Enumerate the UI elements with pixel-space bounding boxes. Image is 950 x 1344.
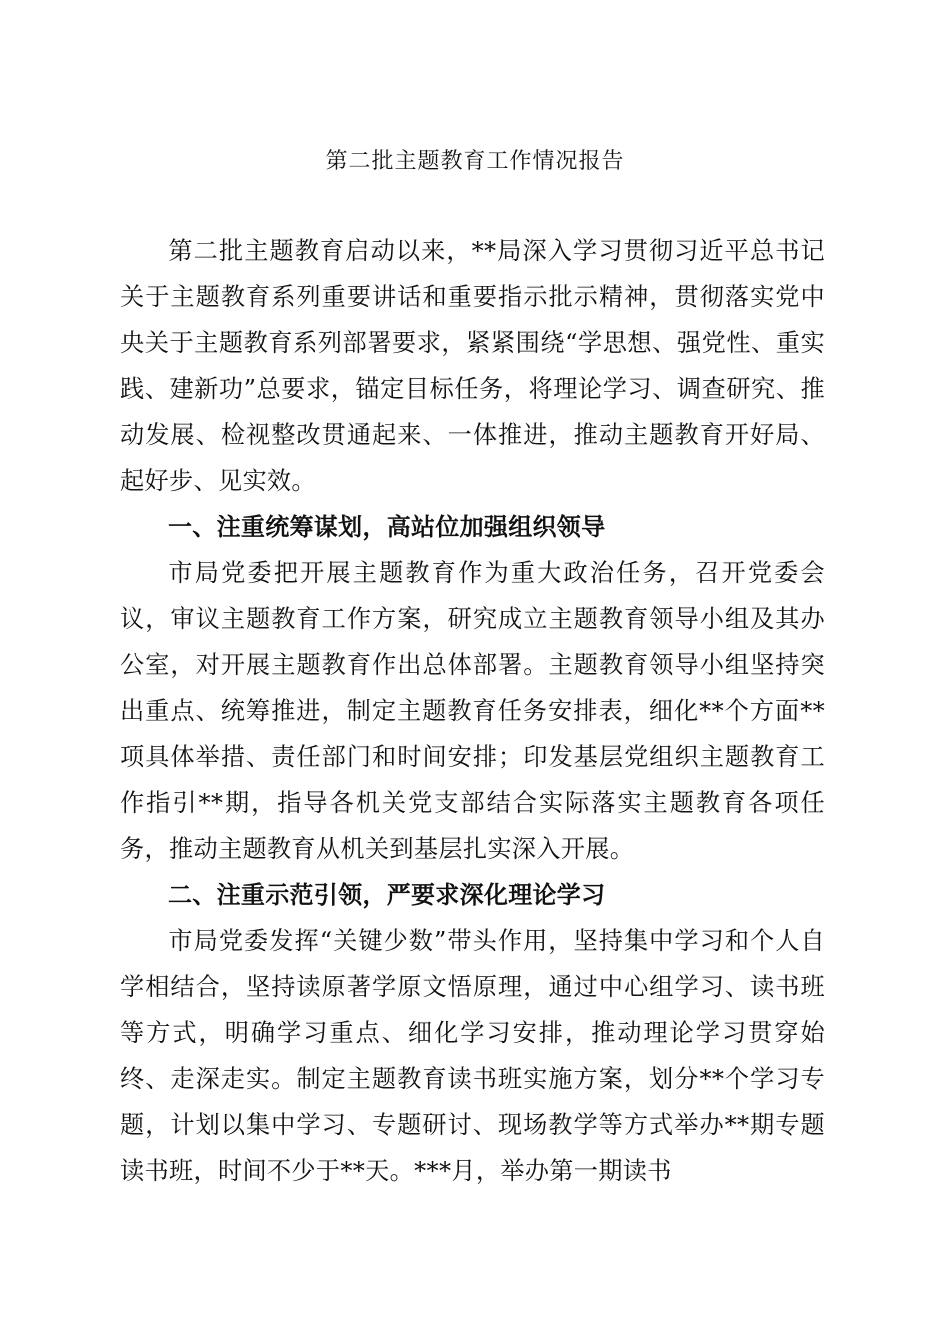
document-body [120, 228, 825, 1194]
section-paragraph-2: 市局党委发挥“关键少数”带头作用，坚持集中学习和个人自学相结合，坚持读原著学原文悟原理，通过中心组学习、读书班等方式，明确学习重点、细化学习安排，推动理论学习贯穿始终、走深走实。制定主题教育读书班实施方案，划分**个学习专题，计划以集中学习、专题研讨、现场教学等方式举办**期专题读书班，时间不少于**天。***月，举办第一期读书 [120, 927, 825, 1185]
intro-paragraph: 第二批主题教育启动以来，**局深入学习贯彻习近平总书记关于主题教育系列重要讲话和重要指示批示精神，贯彻落实党中央关于主题教育系列部署要求，紧紧围绕“学思想、强党性、重实践、建新功”总要求，锚定目标任务，将理论学习、调查研究、推动发展、检视整改贯通起来、一体推进，推动主题教育开好局、起好步、见实效。 [120, 237, 825, 495]
section-heading-1: 一、注重统筹谋划，高站位加强组织领导 [168, 513, 606, 541]
section-paragraph-1: 市局党委把开展主题教育作为重大政治任务，召开党委会议，审议主题教育工作方案，研究成立主题教育领导小组及其办公室，对开展主题教育作出总体部署。主题教育领导小组坚持突出重点、统筹推进，制定主题教育任务安排表，细化**个方面**项具体举措、责任部门和时间安排；印发基层党组织主题教育工作指引**期，指导各机关党支部结合实际落实主题教育各项任务，推动主题教育从机关到基层扎实深入开展。 [120, 559, 825, 863]
section-heading-2: 二、注重示范引领，严要求深化理论学习 [168, 881, 606, 909]
document-title: 第二批主题教育工作情况报告 [325, 149, 625, 174]
